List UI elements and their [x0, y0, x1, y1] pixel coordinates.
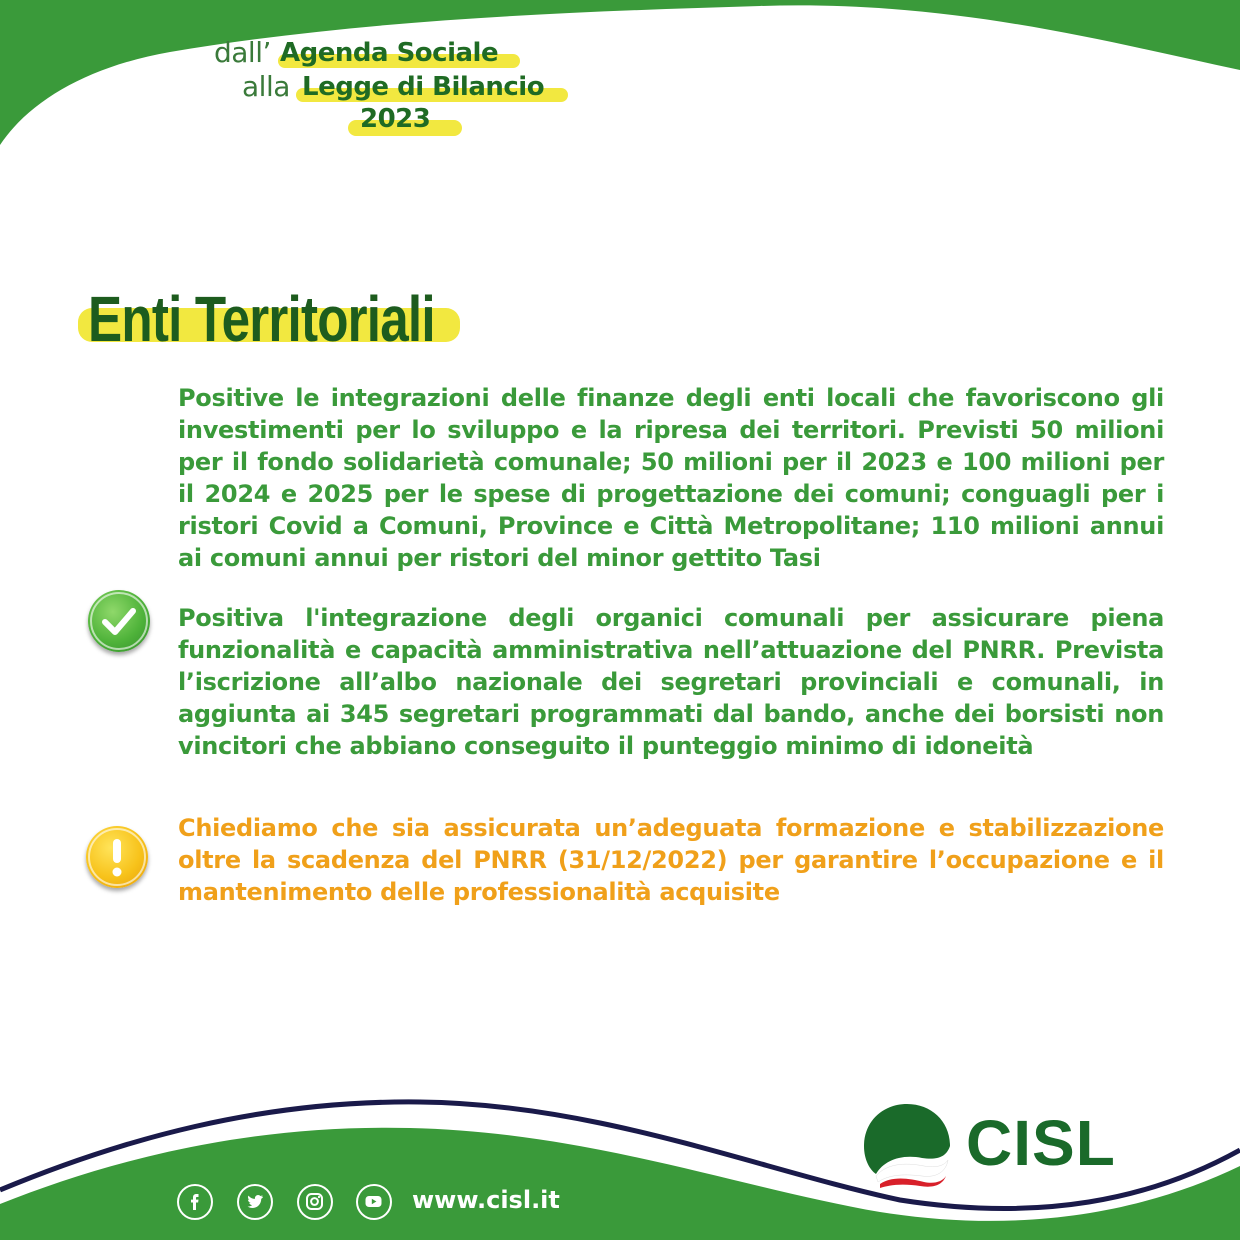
heading-line-2 — [200, 70, 620, 104]
heading-agenda-sociale: Agenda Sociale — [280, 38, 499, 68]
twitter-icon[interactable] — [237, 1184, 273, 1220]
heading-prefix-1: dall’ — [214, 36, 271, 69]
instagram-icon[interactable] — [297, 1184, 333, 1220]
heading-year: 2023 — [360, 104, 431, 134]
heading-prefix-2: alla — [242, 70, 290, 103]
campaign-heading — [200, 36, 620, 138]
paragraph-staffing: Positiva l'integrazione degli organici comunali per assicurare piena funzionalità e capacità amministrativa nell’attuazione del PNRR. Prevista l’iscrizione all’albo nazionale dei segretari provinciali e comunali, in aggiunta ai 345 segretari programmati dal bando, anche dei borsisti non vincitori che abbiano conseguito il punteggio minimo di idoneità — [178, 604, 1164, 760]
paragraph-request: Chiediamo che sia assicurata un’adeguata formazione e stabilizzazione oltre la scadenza del PNRR (31/12/2022) per garantire l’occupazione e il mantenimento delle professionalità acquisite — [178, 814, 1164, 906]
heading-line-1 — [200, 36, 620, 70]
cisl-logo-icon — [862, 1102, 952, 1188]
cisl-logo-text: CISL — [966, 1107, 1116, 1179]
paragraph-finances: Positive le integrazioni delle finanze degli enti locali che favoriscono gli investimenti per lo sviluppo e la ripresa dei territori. Previsti 50 milioni per il fondo solidarietà comunale; 50 milioni per il 2023 e 100 milioni per il 2024 e 2025 per le spese di progettazione dei comuni; conguagli per i ristori Covid a Comuni, Province e Città Metropolitane; 110 milioni annui ai comuni annui per ristori del minor gettito Tasi — [178, 384, 1164, 572]
youtube-icon[interactable] — [356, 1184, 392, 1220]
heading-line-3 — [200, 104, 620, 138]
heading-legge-di-bilancio: Legge di Bilancio — [302, 72, 545, 102]
facebook-icon[interactable] — [177, 1184, 213, 1220]
section-title-text: Enti Territoriali — [88, 283, 435, 355]
check-icon — [88, 590, 150, 652]
exclamation-icon — [86, 826, 148, 888]
website-link[interactable]: www.cisl.it — [412, 1186, 560, 1214]
section-title — [88, 282, 521, 356]
